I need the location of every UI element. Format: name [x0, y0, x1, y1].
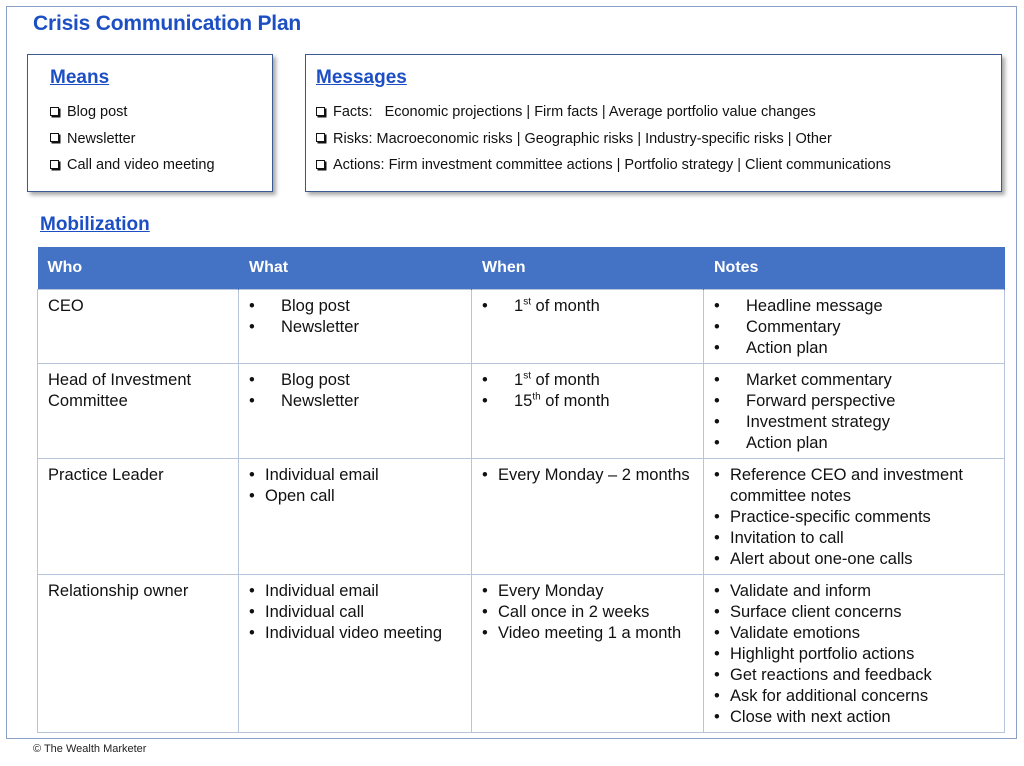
means-list [50, 99, 215, 179]
cell-who: Relationship owner [38, 575, 239, 733]
means-heading: Means [50, 67, 110, 88]
column-header-what: What [239, 247, 472, 290]
list-item: • Open call [249, 486, 461, 507]
list-item: • Call once in 2 weeks [482, 602, 693, 623]
messages-item-label: Facts: Economic projections | Firm facts | Average portfolio value changes [333, 104, 816, 120]
list-item: • Every Monday [482, 581, 693, 602]
cell-what [239, 364, 472, 459]
checkbox-icon [316, 160, 325, 169]
messages-item [316, 152, 891, 179]
cell-notes [704, 575, 1005, 733]
checkbox-icon [50, 107, 59, 116]
list-item: • Headline message [714, 296, 994, 317]
list-item: • Blog post [249, 296, 461, 317]
list-item: • Investment strategy [714, 412, 994, 433]
list-item: • Practice-specific comments [714, 507, 994, 528]
copyright-footer: © The Wealth Marketer [33, 743, 147, 755]
list-item: • Ask for additional concerns [714, 686, 994, 707]
checkbox-icon [316, 107, 325, 116]
list-item: • Every Monday – 2 months [482, 465, 693, 486]
means-item-label: Newsletter [67, 130, 136, 147]
cell-when [472, 575, 704, 733]
means-item [50, 99, 215, 126]
list-item: • Surface client concerns [714, 602, 994, 623]
cell-who: CEO [38, 290, 239, 364]
cell-what [239, 575, 472, 733]
column-header-notes: Notes [704, 247, 1005, 290]
mobilization-table [37, 247, 1005, 733]
table-header-row [38, 247, 1005, 290]
list-item: • Validate emotions [714, 623, 994, 644]
list-item: • 15th of month [482, 391, 693, 412]
cell-when [472, 364, 704, 459]
list-item: • Video meeting 1 a month [482, 623, 693, 644]
cell-when [472, 459, 704, 575]
cell-notes [704, 290, 1005, 364]
cell-who: Practice Leader [38, 459, 239, 575]
list-item: • Invitation to call [714, 528, 994, 549]
checkbox-icon [50, 160, 59, 169]
mobilization-heading: Mobilization [40, 214, 150, 235]
cell-what [239, 290, 472, 364]
list-item: • Close with next action [714, 707, 994, 728]
list-item: • Blog post [249, 370, 461, 391]
cell-notes [704, 364, 1005, 459]
checkbox-icon [316, 133, 325, 142]
column-header-when: When [472, 247, 704, 290]
messages-item [316, 99, 891, 126]
checkbox-icon [50, 133, 59, 142]
means-box [27, 54, 273, 192]
list-item: • Individual email [249, 465, 461, 486]
cell-when [472, 290, 704, 364]
list-item: • Action plan [714, 433, 994, 454]
list-item: • Reference CEO and investment committee notes [714, 465, 994, 507]
list-item: • Individual video meeting [249, 623, 461, 644]
list-item: • Individual call [249, 602, 461, 623]
messages-list [316, 99, 891, 179]
list-item: • Alert about one-one calls [714, 549, 994, 570]
list-item: • Newsletter [249, 391, 461, 412]
messages-heading: Messages [316, 67, 407, 88]
messages-item-label: Actions: Firm investment committee actions | Portfolio strategy | Client communications [333, 157, 891, 173]
means-item-label: Blog post [67, 104, 128, 120]
cell-notes [704, 459, 1005, 575]
list-item: • Highlight portfolio actions [714, 644, 994, 665]
list-item: • Validate and inform [714, 581, 994, 602]
list-item: • Newsletter [249, 317, 461, 338]
table-row [38, 290, 1005, 364]
list-item: • Get reactions and feedback [714, 665, 994, 686]
list-item: • Commentary [714, 317, 994, 338]
list-item: • Market commentary [714, 370, 994, 391]
messages-item-label: Risks: Macroeconomic risks | Geographic risks | Industry-specific risks | Other [333, 130, 832, 147]
table-row [38, 459, 1005, 575]
list-item: • 1st of month [482, 370, 693, 391]
page-title: Crisis Communication Plan [33, 12, 302, 35]
messages-item [316, 126, 891, 153]
table-row [38, 575, 1005, 733]
column-header-who: Who [38, 247, 239, 290]
cell-what [239, 459, 472, 575]
table-row [38, 364, 1005, 459]
messages-box [305, 54, 1002, 192]
means-item [50, 126, 215, 153]
list-item: • Individual email [249, 581, 461, 602]
cell-who: Head of Investment Committee [38, 364, 239, 459]
list-item: • Forward perspective [714, 391, 994, 412]
list-item: • 1st of month [482, 296, 693, 317]
means-item-label: Call and video meeting [67, 157, 215, 173]
means-item [50, 152, 215, 179]
list-item: • Action plan [714, 338, 994, 359]
